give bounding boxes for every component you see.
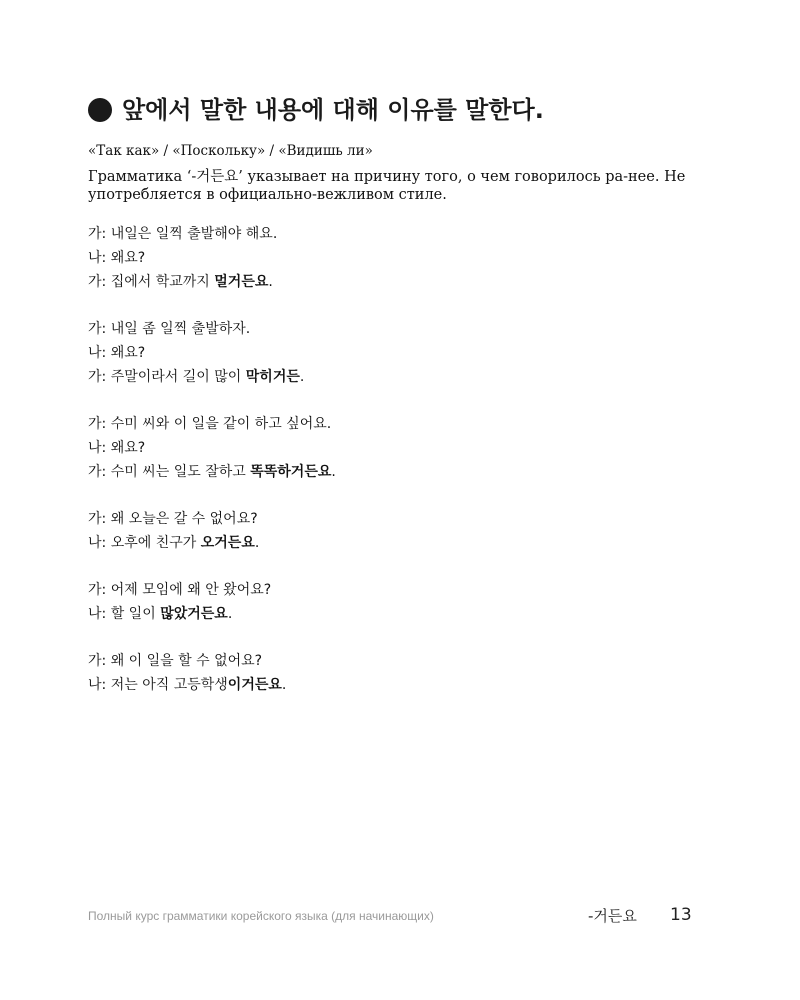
sentence-end: . xyxy=(299,369,305,385)
dialogue-line: 나: 할 일이 많았거든요. xyxy=(88,606,233,622)
grammar-highlight: 똑똑하거든요 xyxy=(250,464,332,480)
grammar-highlight: 막히거든 xyxy=(245,369,300,385)
speaker-label: 가 xyxy=(88,582,102,598)
dialogue-line: 나: 저는 아직 고등학생이거든요. xyxy=(88,677,287,693)
dialogue-line: 가: 어제 모임에 왜 안 왔어요? xyxy=(88,582,272,598)
dialogue-text: 내일은 일찍 출발해야 해요. xyxy=(110,226,278,242)
dialogue-line: 가: 수미 씨와 이 일을 같이 하고 싶어요. xyxy=(88,416,332,432)
speaker-label: 나 xyxy=(88,535,102,551)
dialogue-block xyxy=(88,222,708,294)
footer-grammar-label: -거든요 xyxy=(588,907,637,925)
speaker-label: 나 xyxy=(88,250,102,266)
filled-circle-icon xyxy=(88,98,112,122)
speaker-label: 가 xyxy=(88,464,102,480)
grammar-highlight: 많았거든요 xyxy=(160,606,228,622)
dialogue-line: 가: 집에서 학교까지 멀거든요. xyxy=(88,274,273,290)
sentence-end: . xyxy=(281,677,287,693)
speaker-label: 나 xyxy=(88,606,102,622)
speaker-label: 가 xyxy=(88,416,102,432)
dialogue-text: 저는 아직 고등학생 xyxy=(110,677,228,693)
section-heading-text: 앞에서 말한 내용에 대해 이유를 말한다. xyxy=(122,96,544,124)
grammar-highlight: 멀거든요 xyxy=(214,274,269,290)
speaker-label: 가 xyxy=(88,511,102,527)
page-number: 13 xyxy=(670,905,692,925)
dialogue-block xyxy=(88,412,708,484)
dialogue-block xyxy=(88,649,708,697)
dialogue-line: 가: 왜 이 일을 할 수 없어요? xyxy=(88,653,263,669)
translation-subtitle: «Так как» / «Поскольку» / «Видишь ли» xyxy=(88,143,373,159)
dialogue-line: 나: 왜요? xyxy=(88,250,146,266)
sentence-end: . xyxy=(331,464,336,480)
dialogue-text: 집에서 학교까지 xyxy=(110,274,215,290)
speaker-label: 가 xyxy=(88,321,102,337)
sentence-end: . xyxy=(227,606,233,622)
dialogue-block xyxy=(88,317,708,389)
dialogue-text: 왜요? xyxy=(110,440,146,456)
grammar-highlight: 오거든요 xyxy=(200,535,255,551)
dialogue-text: 왜 이 일을 할 수 없어요? xyxy=(110,653,263,669)
dialogue-text: 할 일이 xyxy=(110,606,161,622)
dialogue-line: 가: 수미 씨는 일도 잘하고 똑똑하거든요. xyxy=(88,464,336,480)
footer-book-title: Полный курс грамматики корейского языка (для начинающих) xyxy=(88,909,434,923)
speaker-label: 가 xyxy=(88,653,102,669)
speaker-label: 나 xyxy=(88,677,102,693)
dialogue-block xyxy=(88,578,708,626)
section-heading xyxy=(88,92,728,128)
speaker-label: 가 xyxy=(88,274,102,290)
dialogue-text: 수미 씨는 일도 잘하고 xyxy=(110,464,251,480)
dialogue-line: 가: 주말이라서 길이 많이 막히거든. xyxy=(88,369,305,385)
dialogue-line: 가: 내일 좀 일찍 출발하자. xyxy=(88,321,251,337)
sentence-end: . xyxy=(268,274,273,290)
sentence-end: . xyxy=(254,535,260,551)
dialogue-line: 나: 왜요? xyxy=(88,345,146,361)
dialogue-block xyxy=(88,507,708,555)
speaker-label: 나 xyxy=(88,345,102,361)
speaker-label: 나 xyxy=(88,440,102,456)
dialogue-text: 주말이라서 길이 많이 xyxy=(110,369,246,385)
dialogue-line: 나: 오후에 친구가 오거든요. xyxy=(88,535,260,551)
speaker-label: 가 xyxy=(88,226,102,242)
dialogue-text: 수미 씨와 이 일을 같이 하고 싶어요. xyxy=(110,416,332,432)
dialogue-line: 가: 왜 오늘은 갈 수 없어요? xyxy=(88,511,258,527)
dialogue-line: 나: 왜요? xyxy=(88,440,146,456)
dialogue-text: 왜요? xyxy=(110,250,146,266)
dialogue-line: 가: 내일은 일찍 출발해야 해요. xyxy=(88,226,278,242)
grammar-highlight: 이거든요 xyxy=(227,677,282,693)
example-dialogues xyxy=(88,222,708,720)
speaker-label: 가 xyxy=(88,369,102,385)
dialogue-text: 오후에 친구가 xyxy=(110,535,201,551)
dialogue-text: 왜요? xyxy=(110,345,146,361)
dialogue-text: 내일 좀 일찍 출발하자. xyxy=(110,321,251,337)
dialogue-text: 어제 모임에 왜 안 왔어요? xyxy=(110,582,272,598)
grammar-description: Грамматика ‘-거든요’ указывает на причину того, о чем говорилось ра-нее. Не употребляется в официально-вежливом стиле. xyxy=(88,169,686,203)
dialogue-text: 왜 오늘은 갈 수 없어요? xyxy=(110,511,258,527)
